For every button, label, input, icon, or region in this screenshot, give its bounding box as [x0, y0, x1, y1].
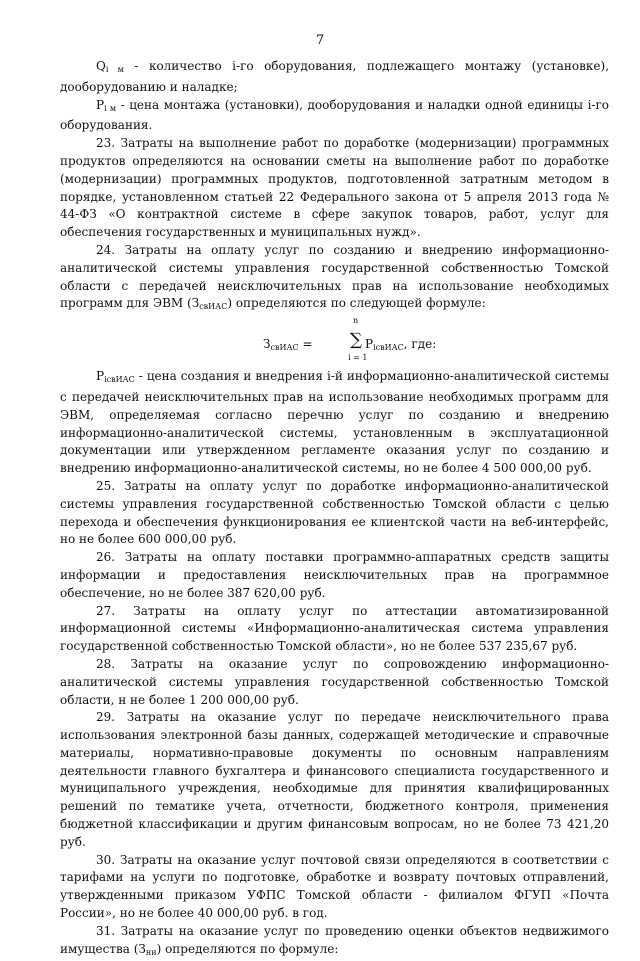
definition-text: - цена монтажа (установки), дооборудования и наладки одной единицы i-го оборудования.	[60, 97, 609, 133]
definition-text: - количество i-го оборудования, подлежащего монтажу (установке), дооборудованию и наладке;	[60, 59, 610, 94]
formula-rhs	[365, 336, 436, 357]
page-number: 7	[315, 33, 325, 48]
formula-tail: , где:	[403, 337, 437, 352]
definition-p	[60, 97, 609, 136]
formula-lhs	[263, 336, 316, 357]
symbol: З	[191, 296, 200, 311]
symbol: З	[263, 337, 271, 352]
paragraph-28: 28. Затраты на оказание услуг по сопровождению информационно-аналитической системы управления государственной собственностью Томской области, н не более 1 200 000,00 руб.	[60, 656, 609, 707]
symbol: P	[96, 369, 105, 384]
paragraph-24	[60, 242, 609, 316]
subscript: ни	[145, 947, 157, 957]
sum-sign: ∑	[350, 330, 363, 351]
paragraph-text: 31. Затраты на оказание услуг по проведению оценки объектов недвижимого имущества (	[60, 923, 609, 956]
definition-p-ias	[60, 368, 609, 478]
definition-q	[60, 58, 609, 97]
symbol: P	[96, 97, 105, 112]
formula-ias	[60, 316, 609, 368]
paragraph-23: 23. Затраты на выполнение работ по доработке (модернизации) программных продуктов определяются на основании сметы на выполнение работ по доработке (модернизации) программных продуктов, подготовленной затратным методом в порядке, установленном статьей 22 Федерального закона от 5 апреля 2013 года № 44-ФЗ «О контрактной системе в сфере закупок товаров, работ, услуг для обеспечения государственных и муниципальных нужд».	[60, 136, 609, 240]
document-body	[60, 58, 609, 961]
equals-sign: =	[298, 337, 317, 352]
subscript: свИАС	[270, 343, 299, 353]
paragraph-29: 29. Затраты на оказание услуг по передаче неисключительного права использования электронной базы данных, содержащей методические и справочные материалы, нормативно-правовые документы по основным направлениям деятельности главного бухгалтера и финансового специалиста государственного и муниципального учреждения, необходимые для принятия квалифицированных решений по тематике учета, отчетности, бюджетного контроля, применения бюджетной классификации и другим финансовым вопросам, но не более 73 421,20 руб.	[60, 710, 609, 849]
subscript: iсвИАС	[104, 375, 135, 385]
paragraph-text: ) определяются по формуле:	[156, 941, 339, 956]
paragraph-26: 26. Затраты на оплату поставки программно-аппаратных средств защиты информации и предоставления неисключительных прав на программное обеспечение, но не более 387 620,00 руб.	[60, 550, 609, 600]
paragraph-text: ) определяются по следующей формуле:	[227, 296, 486, 311]
paragraph-30: 30. Затраты на оказание услуг почтовой связи определяются в соответствии с тарифами на услуги по подготовке, обработке и возврату почтовых отправлений, утвержденными приказом УФПС Томской области - филиалом ФГУП «Почта России», но не более 40 000,00 руб. в год.	[60, 852, 609, 921]
subscript: i м	[105, 65, 124, 74]
symbol: Q	[96, 59, 106, 73]
symbol: З	[138, 941, 146, 956]
subscript: i м	[104, 103, 117, 113]
definition-text: - цена создания и внедрения i-й информационно-аналитической системы с передачей неисключительных прав на использование необходимых программ для ЭВМ, определяемая согласно перечню услуг по созданию и внедрению информационно-аналитической системы, установленным в эксплуатационной документации или утвержденном регламенте оказания услуг по созданию и внедрению информационно-аналитической системы, но не более 4 500 000,00 руб.	[60, 369, 609, 476]
subscript: iсвИАС	[373, 343, 404, 353]
sum-upper-limit: n	[353, 316, 359, 326]
subscript: свИАС	[199, 302, 228, 312]
paragraph-27: 27. Затраты на оплату услуг по аттестации автоматизированной информационной системы «Информационно-аналитическая система управления государственной собственностью Томской области», но не более 537 235,67 руб.	[60, 603, 609, 654]
paragraph-25: 25. Затраты на оплату услуг по доработке информационно-аналитической системы управления государственной собственностью Томской области с целью перехода и обеспечения функционирования ее клиентской части на веб-интерфейс, но не более 600 000,00 руб.	[60, 478, 609, 547]
symbol: P	[365, 337, 374, 352]
paragraph-text: 24. Затраты на оплату услуг по созданию и внедрению информационно-аналитической системы управления государственной собственностью Томской области с передачей неисключительных прав на использование необходимых программ для ЭВМ (	[60, 242, 609, 311]
sum-lower-limit: i = 1	[348, 353, 368, 363]
paragraph-31	[60, 923, 609, 961]
